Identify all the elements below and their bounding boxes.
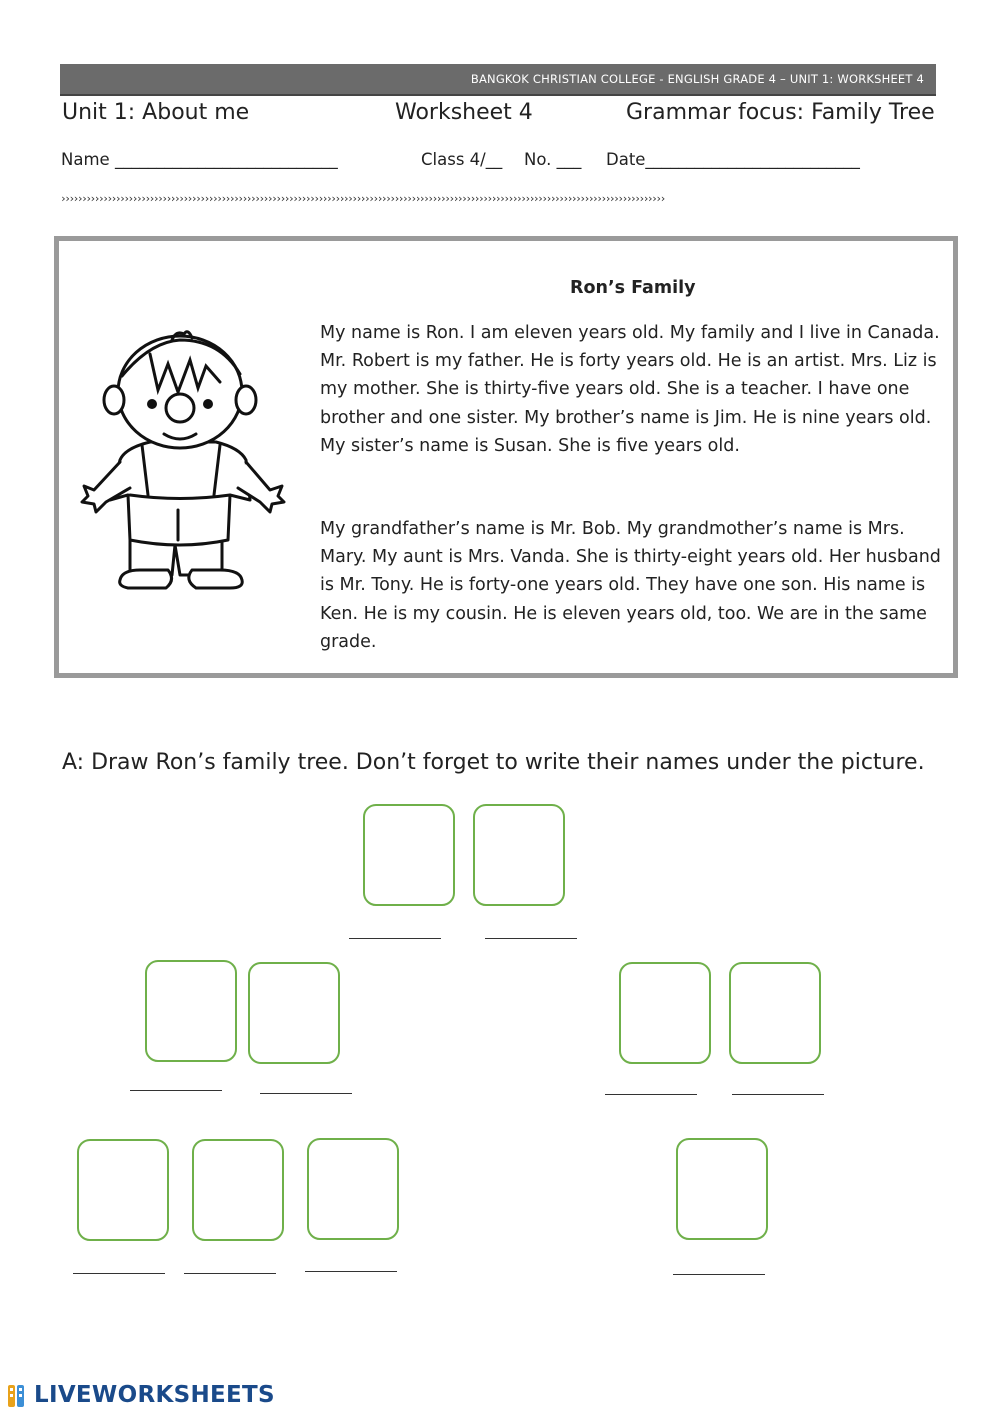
number-field[interactable]: No. ___ xyxy=(524,150,582,169)
arrow-divider: ››››››››››››››››››››››››››››››››››››››››››››››››››››››››››››››››››››››››››››››››››››››››››››››››››››››››››››››››››››››››››››››››››››››››››››››› xyxy=(60,192,664,205)
drawing-box-child-2[interactable] xyxy=(192,1139,284,1241)
drawing-box-grandparent-2[interactable] xyxy=(473,804,565,906)
header-banner-text: BANGKOK CHRISTIAN COLLEGE - ENGLISH GRADE 4 – UNIT 1: WORKSHEET 4 xyxy=(470,72,924,86)
drawing-box-aunt[interactable] xyxy=(619,962,711,1064)
drawing-box-cousin[interactable] xyxy=(676,1138,768,1240)
task-instruction: A: Draw Ron’s family tree. Don’t forget to write their names under the picture. xyxy=(62,750,925,775)
boy-illustration xyxy=(80,330,286,600)
worksheet-number: Worksheet 4 xyxy=(395,100,533,125)
drawing-box-uncle[interactable] xyxy=(729,962,821,1064)
date-field[interactable]: Date__________________________ xyxy=(606,150,860,169)
liveworksheets-logo-text[interactable]: LIVEWORKSHEETS xyxy=(34,1382,275,1408)
drawing-box-parent-1[interactable] xyxy=(145,960,237,1062)
name-field[interactable]: ___________________________ xyxy=(115,150,338,169)
name-line-grandparent-2[interactable] xyxy=(485,938,577,939)
liveworksheets-logo-icon xyxy=(6,1382,32,1410)
class-field[interactable]: Class 4/__ xyxy=(421,150,503,169)
header-banner xyxy=(60,64,936,96)
grammar-focus: Grammar focus: Family Tree xyxy=(626,100,935,125)
name-line-child-3[interactable] xyxy=(305,1271,397,1272)
unit-title: Unit 1: About me xyxy=(62,100,250,125)
name-line-cousin[interactable] xyxy=(673,1274,765,1275)
name-line-uncle[interactable] xyxy=(732,1094,824,1095)
story-paragraph-1: My name is Ron. I am eleven years old. My family and I live in Canada. Mr. Robert is my father. He is forty years old. He is an artist. Mrs. Liz is my mother. She is thirty-five years old. She is a teacher. I have one brother and one sister. My brother’s name is Jim. He is nine years old. My sister’s name is Susan. She is five years old. xyxy=(320,323,940,456)
name-line-parent-1[interactable] xyxy=(130,1090,222,1091)
drawing-box-child-3[interactable] xyxy=(307,1138,399,1240)
name-line-child-2[interactable] xyxy=(184,1273,276,1274)
drawing-box-grandparent-1[interactable] xyxy=(363,804,455,906)
story-title: Ron’s Family xyxy=(570,278,696,298)
story-paragraph-2: My grandfather’s name is Mr. Bob. My grandmother’s name is Mrs. Mary. My aunt is Mrs. Vanda. She is thirty-eight years old. Her husband is Mr. Tony. He is forty-one years old. They have one son. His name is Ken. He is my cousin. He is eleven years old, too. We are in the same grade. xyxy=(320,519,941,652)
drawing-box-child-1[interactable] xyxy=(77,1139,169,1241)
drawing-box-parent-2[interactable] xyxy=(248,962,340,1064)
name-line-grandparent-1[interactable] xyxy=(349,938,441,939)
name-label: Name xyxy=(61,150,110,169)
name-line-aunt[interactable] xyxy=(605,1094,697,1095)
name-line-child-1[interactable] xyxy=(73,1273,165,1274)
name-line-parent-2[interactable] xyxy=(260,1093,352,1094)
